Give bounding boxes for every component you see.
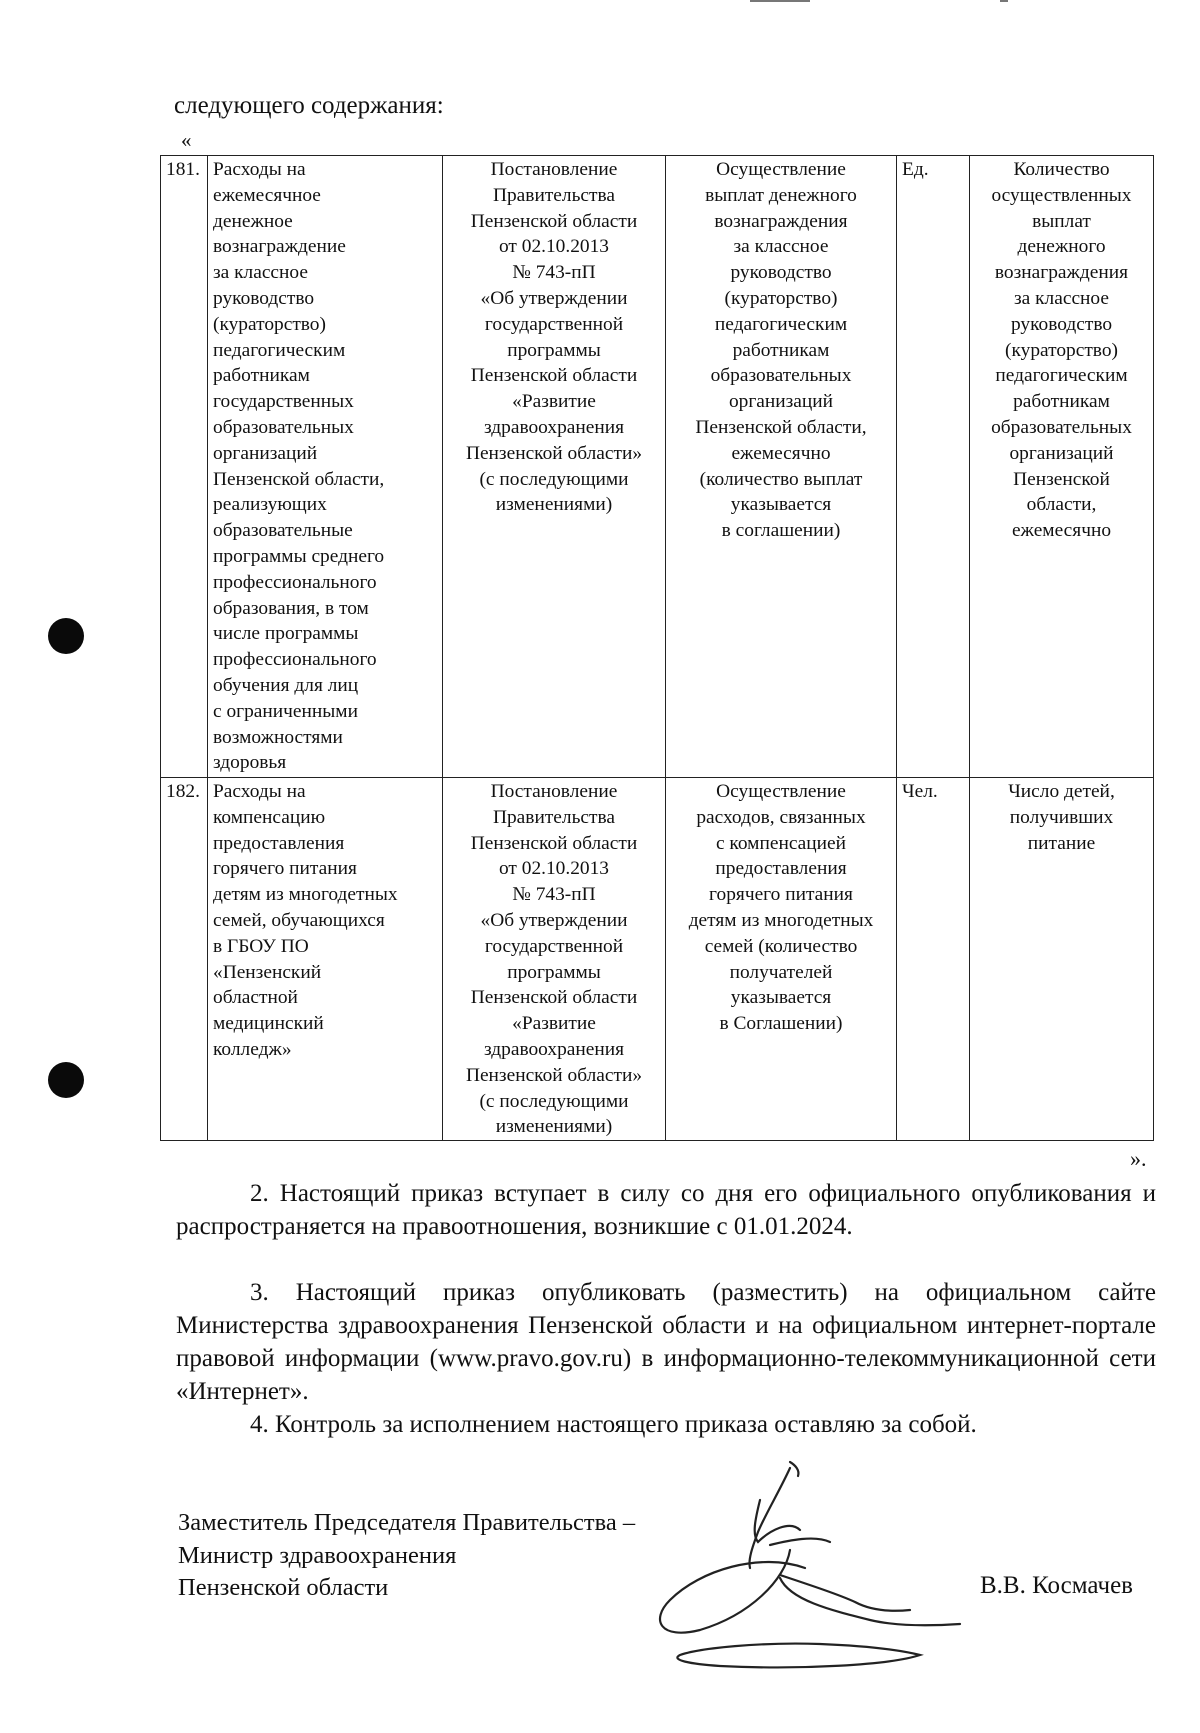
paragraph-control: 4. Контроль за исполнением настоящего приказа оставляю за собой.: [250, 1411, 977, 1438]
handwritten-signature: [640, 1460, 1010, 1680]
scan-edge-mark: [1000, 0, 1008, 2]
row-number: 181.: [161, 156, 208, 778]
row-number: 182.: [161, 778, 208, 1141]
scan-edge-mark: [750, 0, 810, 2]
punch-hole-icon: [48, 1062, 84, 1098]
paragraph-publication: 3. Настоящий приказ опубликовать (разместить) на официальном сайте Министерства здравоохранения Пензенской области и на официальном интернет-портале правовой информации (www.pravo.gov.ru) в информационно-телекоммуникационной сети «Интернет».: [176, 1279, 1156, 1405]
measures-table: [160, 155, 1154, 1141]
opening-quote: «: [181, 128, 192, 152]
signatory-name: В.В. Космачев: [980, 1572, 1133, 1599]
expense-name: Расходы на ежемесячное денежное вознаграждение за классное руководство (кураторство) педагогическим работникам государственных образовательных организаций Пензенской области, реализующих образовательные программы среднего профессионального образования, в том числе программы профессионального обучения для лиц с ограниченными возможностями здоровья: [208, 156, 443, 778]
table-row: [161, 156, 1154, 778]
unit-of-measure: Чел.: [897, 778, 970, 1141]
expense-description: Осуществление выплат денежного вознаграждения за классное руководство (кураторство) педагогическим работникам образовательных организаций Пензенской области, ежемесячно (количество выплат указывается в соглашении): [666, 156, 897, 778]
signatory-title: Заместитель Председателя Правительства – Министр здравоохранения Пензенской области: [178, 1509, 636, 1601]
punch-hole-icon: [48, 618, 84, 654]
paragraph-effective-date: 2. Настоящий приказ вступает в силу со дня его официального опубликования и распространяется на правоотношения, возникшие с 01.01.2024.: [176, 1180, 1156, 1240]
unit-of-measure: Ед.: [897, 156, 970, 778]
closing-quote: ».: [1130, 1146, 1147, 1171]
intro-text: следующего содержания:: [174, 92, 444, 119]
result-indicator: Число детей, получивших питание: [970, 778, 1154, 1141]
legal-basis: Постановление Правительства Пензенской области от 02.10.2013 № 743-пП «Об утверждении государственной программы Пензенской области «Развитие здравоохранения Пензенской области» (с последующими изменениями): [443, 156, 666, 778]
expense-description: Осуществление расходов, связанных с компенсацией предоставления горячего питания детям из многодетных семей (количество получателей указывается в Соглашении): [666, 778, 897, 1141]
legal-basis: Постановление Правительства Пензенской области от 02.10.2013 № 743-пП «Об утверждении государственной программы Пензенской области «Развитие здравоохранения Пензенской области» (с последующими изменениями): [443, 778, 666, 1141]
expense-name: Расходы на компенсацию предоставления горячего питания детям из многодетных семей, обучающихся в ГБОУ ПО «Пензенский областной медицинский колледж»: [208, 778, 443, 1141]
result-indicator: Количество осуществленных выплат денежного вознаграждения за классное руководство (кураторство) педагогическим работникам образовательных организаций Пензенской области, ежемесячно: [970, 156, 1154, 778]
table-row: [161, 778, 1154, 1141]
